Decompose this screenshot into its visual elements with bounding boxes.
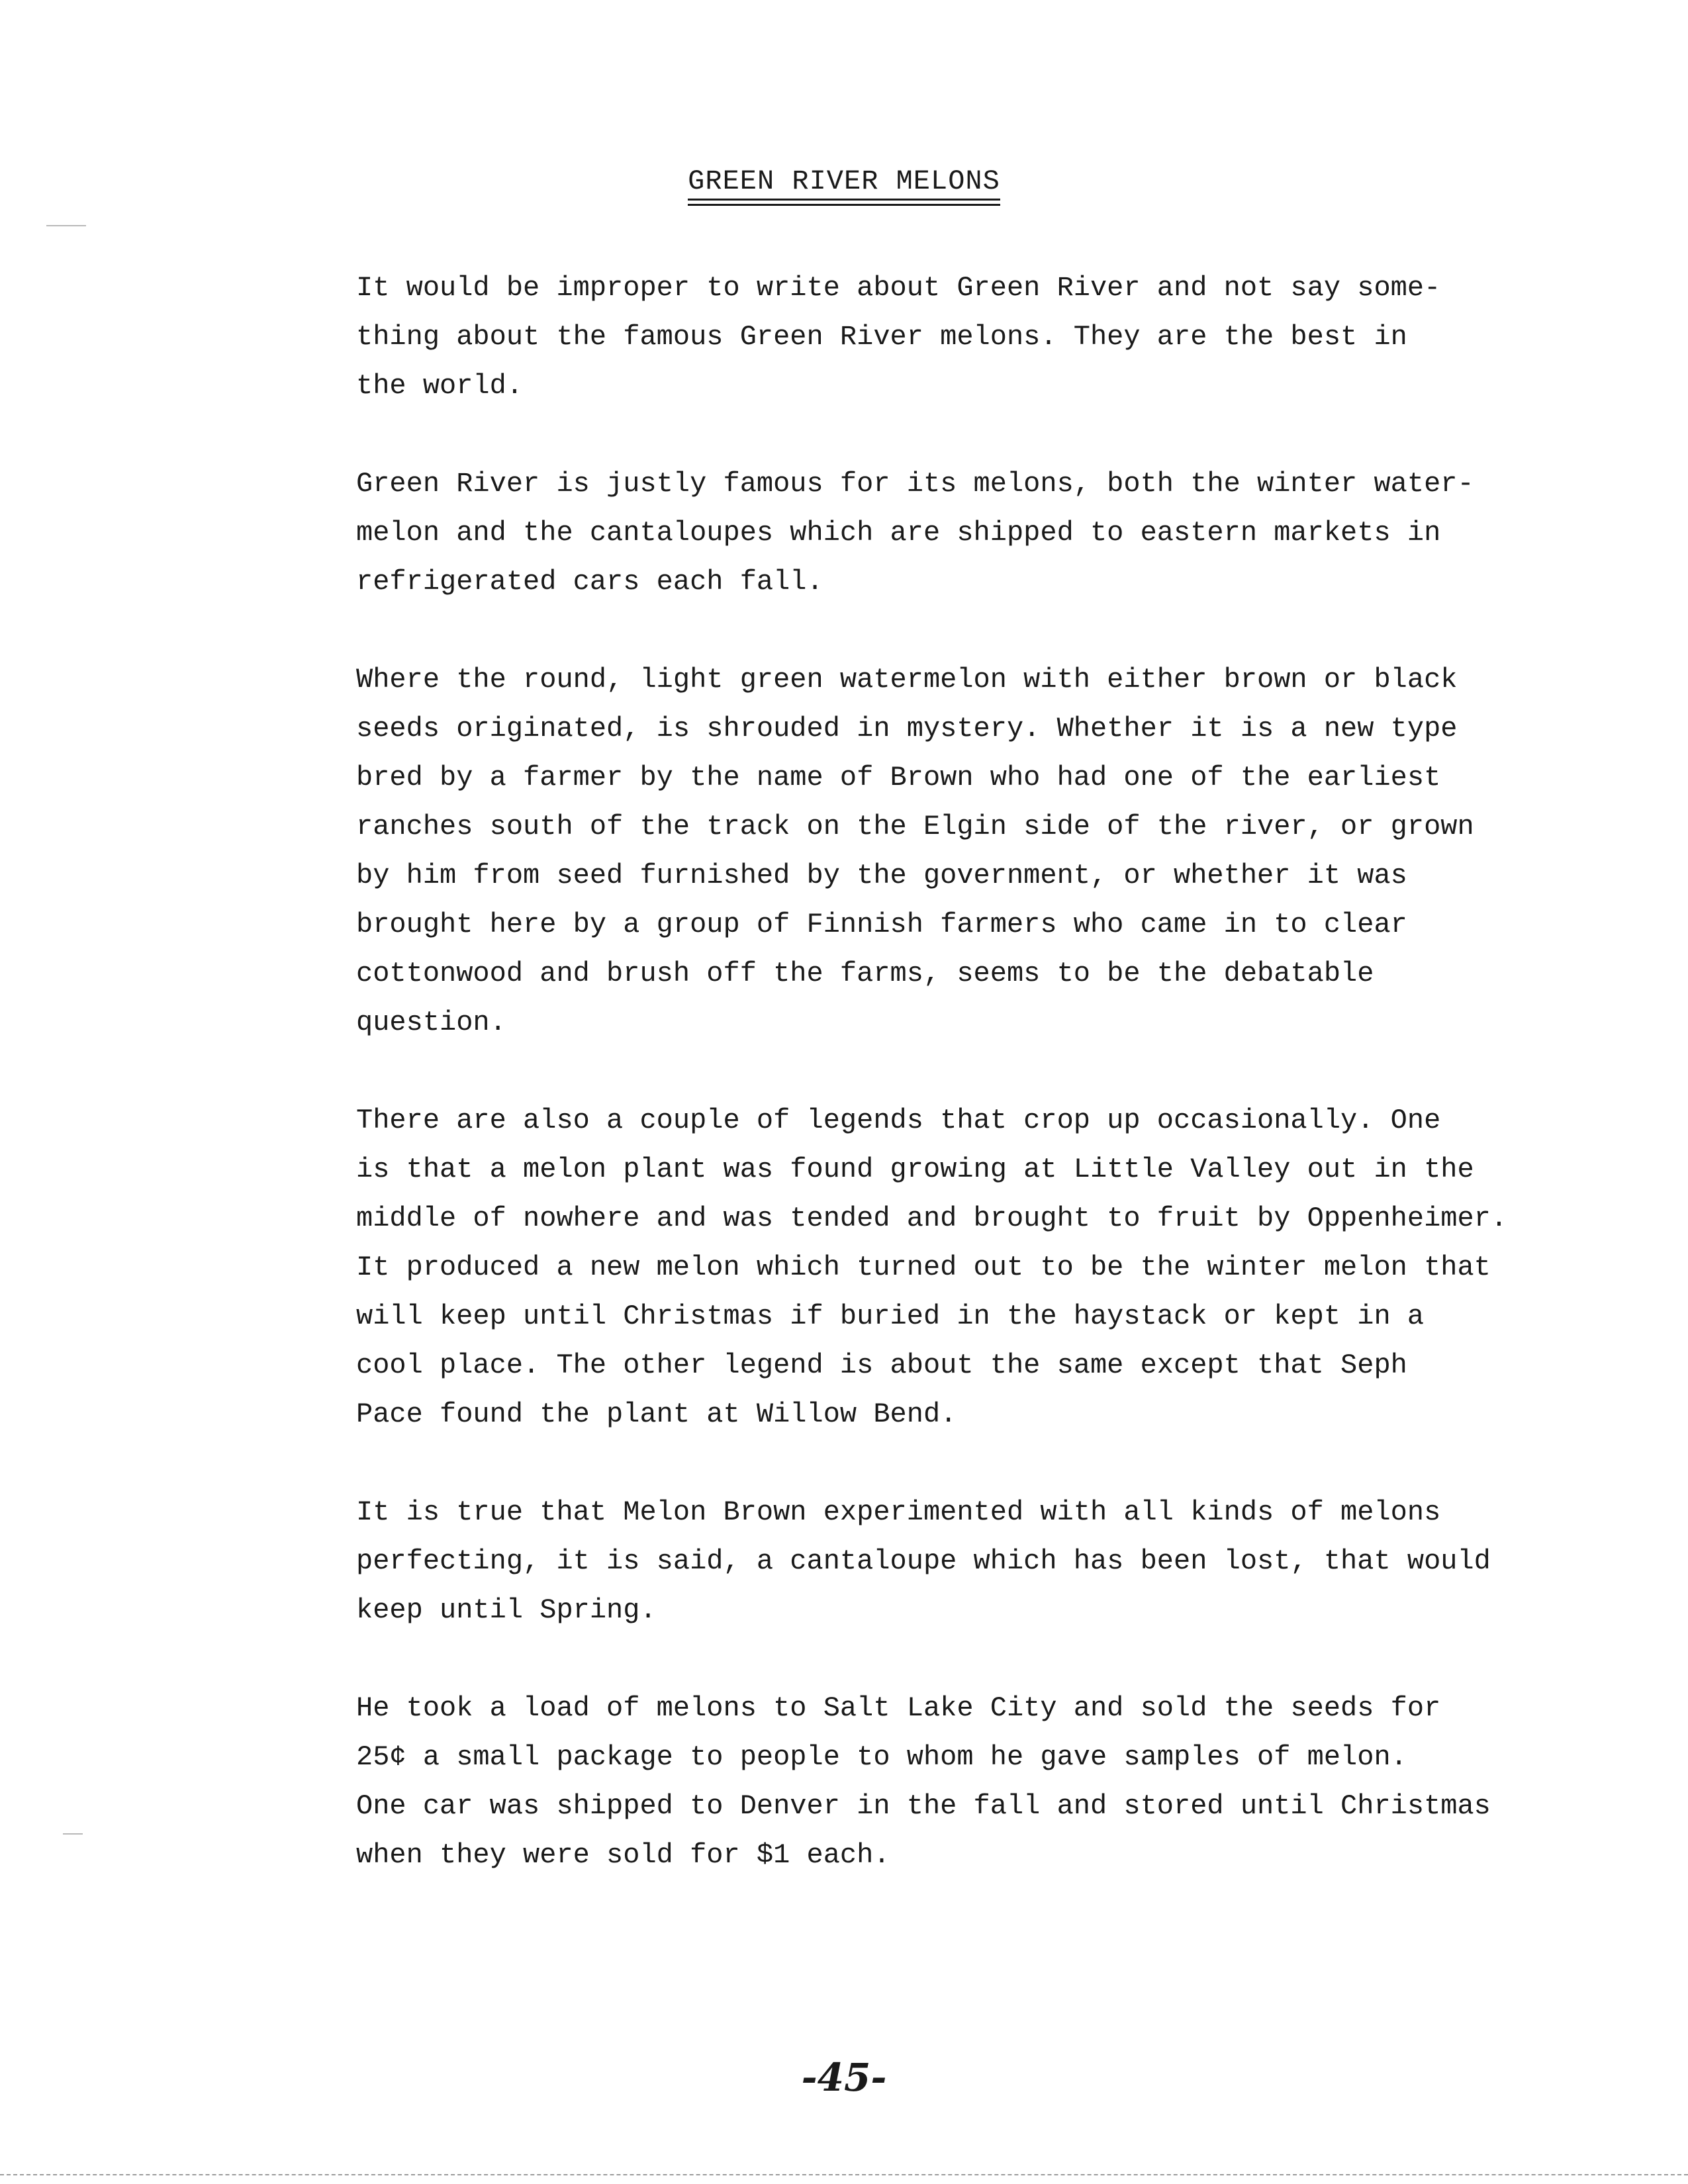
text-line: It is true that Melon Brown experimented with all kinds of melons [356, 1496, 1441, 1528]
text-line: is that a melon plant was found growing at Little Valley out in the [356, 1154, 1474, 1185]
text-line: Green River is justly famous for its melons, both the winter water- [356, 468, 1474, 500]
paragraph-4 [356, 1096, 1521, 1439]
text-line: It produced a new melon which turned out to be the winter melon that [356, 1251, 1491, 1283]
text-line: bred by a farmer by the name of Brown who had one of the earliest [356, 762, 1441, 794]
paragraph-6 [356, 1684, 1521, 1880]
text-line: perfecting, it is said, a cantaloupe which has been lost, that would [356, 1545, 1491, 1577]
page-number: -45- [801, 2055, 887, 2100]
text-line: There are also a couple of legends that crop up occasionally. One [356, 1105, 1441, 1136]
page-title [0, 165, 1688, 197]
body-text [356, 263, 1521, 1929]
text-line: middle of nowhere and was tended and brought to fruit by Oppenheimer. [356, 1203, 1508, 1234]
text-line: the world. [356, 370, 524, 402]
text-line: melon and the cantaloupes which are shipped to eastern markets in [356, 517, 1441, 549]
text-line: will keep until Christmas if buried in the haystack or kept in a [356, 1300, 1425, 1332]
text-line: 25¢ a small package to people to whom he gave samples of melon. [356, 1741, 1407, 1773]
text-line: It would be improper to write about Green River and not say some- [356, 272, 1441, 304]
scan-margin-mark [63, 1833, 83, 1835]
text-line: by him from seed furnished by the government, or whether it was [356, 860, 1407, 891]
text-line: when they were sold for $1 each. [356, 1839, 890, 1871]
text-line: seeds originated, is shrouded in mystery. Whether it is a new type [356, 713, 1458, 745]
paragraph-1 [356, 263, 1521, 410]
text-line: refrigerated cars each fall. [356, 566, 823, 598]
text-line: ranches south of the track on the Elgin side of the river, or grown [356, 811, 1474, 842]
text-line: cool place. The other legend is about the same except that Seph [356, 1349, 1407, 1381]
text-line: Pace found the plant at Willow Bend. [356, 1398, 957, 1430]
text-line: He took a load of melons to Salt Lake City and sold the seeds for [356, 1692, 1441, 1724]
page-title-text: GREEN RIVER MELONS [688, 165, 1000, 201]
paragraph-5 [356, 1488, 1521, 1635]
scan-bottom-edge [0, 2174, 1688, 2175]
text-line: One car was shipped to Denver in the fall and stored until Christmas [356, 1790, 1491, 1822]
text-line: keep until Spring. [356, 1594, 657, 1626]
text-line: thing about the famous Green River melons. They are the best in [356, 321, 1407, 353]
text-line: brought here by a group of Finnish farmers who came in to clear [356, 909, 1407, 940]
text-line: cottonwood and brush off the farms, seems to be the debatable [356, 958, 1374, 989]
paragraph-2 [356, 459, 1521, 606]
paragraph-3 [356, 655, 1521, 1047]
text-line: question. [356, 1007, 506, 1038]
scan-margin-mark [46, 225, 86, 226]
text-line: Where the round, light green watermelon with either brown or black [356, 664, 1458, 696]
